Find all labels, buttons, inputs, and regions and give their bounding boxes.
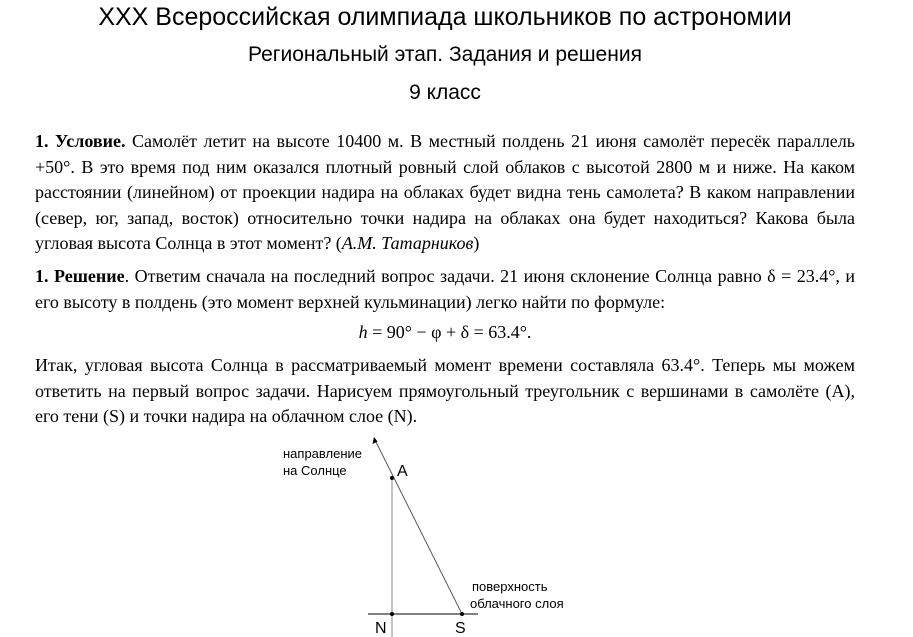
page-subtitle: Региональный этап. Задания и решения <box>248 43 642 66</box>
cloud-surface-label-line2: облачного слоя <box>470 596 564 611</box>
formula-expression: = 90° − φ + δ = 63.4°. <box>367 322 532 342</box>
grade-label: 9 класс <box>409 81 481 104</box>
vertex-s-label: S <box>455 620 466 637</box>
cloud-surface-label-line1: поверхность <box>472 579 548 594</box>
condition-end: ) <box>473 233 480 253</box>
page-title: XXX Всероссийская олимпиада школьников по астрономии <box>98 3 792 31</box>
point-s <box>460 612 464 616</box>
point-n <box>390 612 394 616</box>
solution-continuation: Итак, угловая высота Солнца в рассматриваемый момент времени составляла 63.4°. Теперь мы можем ответить на первый вопрос задачи. Нарисуем прямоугольный треугольник с вершинами в самолёте (A), его тени (S) и точки надира на облачном слое (N). <box>35 355 855 426</box>
sun-direction-label-line2: на Солнце <box>283 463 347 478</box>
vertex-n-label: N <box>375 620 387 637</box>
sun-ray-line <box>376 442 462 614</box>
author-name: А.М. Татарников <box>341 233 474 253</box>
point-a <box>390 476 394 480</box>
sun-direction-label-line1: направление <box>283 446 363 461</box>
condition-label: 1. Условие. <box>35 131 126 151</box>
vertex-a-label: A <box>397 463 408 480</box>
solution-label: 1. Решение <box>35 266 125 286</box>
formula-variable: h <box>358 322 368 342</box>
solution-text: . Ответим сначала на последний вопрос задачи. 21 июня склонение Солнца равно δ = 23.4°, и его высоту в полдень (это момент верхней кульминации) легко найти по формуле: <box>35 266 855 312</box>
condition-text: Самолёт летит на высоте 10400 м. В местный полдень 21 июня самолёт пересёк параллель +50°. В это время под ним оказался плотный ровный слой облаков с высотой 2800 м и ниже. На каком расстоянии (линейном) от проекции надира на облаках будет видна тень самолета? В каком направлении (север, юг, запад, восток) относительно точки надира на облаках она будет находиться? Какова была угловая высота Солнца в этот момент? ( <box>35 131 855 253</box>
